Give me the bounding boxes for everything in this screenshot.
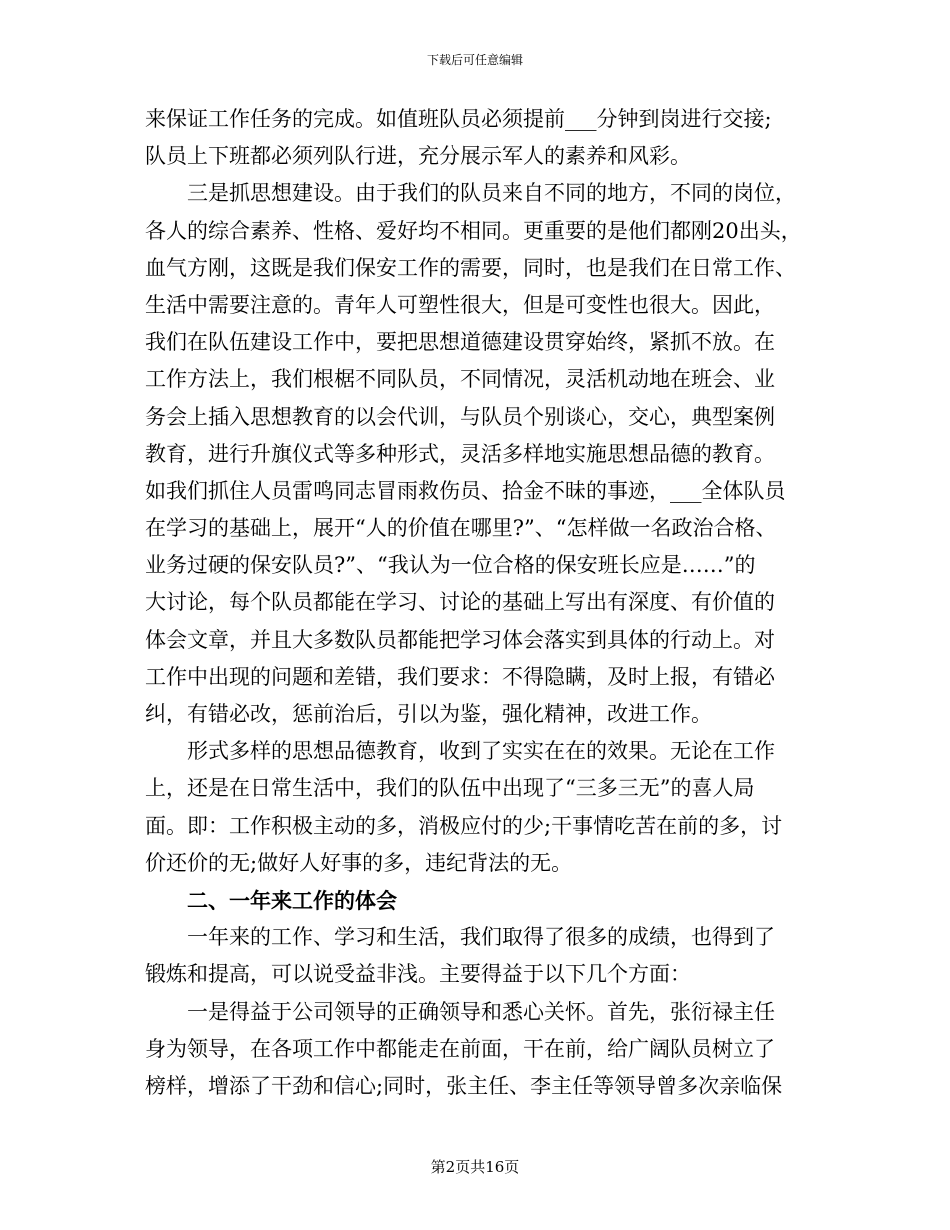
text-line: 三是抓思想建设。由于我们的队员来自不同的地方，不同的岗位， [187,181,796,206]
text-line: 我们在队伍建设工作中，要把思想道德建设贯穿始终，紧抓不放。在 [145,330,775,355]
text-line: 大讨论，每个队员都能在学习、讨论的基础上写出有深度、有价值的 [145,590,775,615]
text-line: 身为领导，在各项工作中都能走在前面，干在前，给广阔队员树立了 [145,1036,775,1061]
text-line: 榜样，增添了干劲和信心;同时，张主任、李主任等领导曾多次亲临保 [145,1073,783,1098]
text-line: 教育，进行升旗仪式等多种形式，灵活多样地实施思想品德的教育。 [145,441,775,466]
text-line: 一年来的工作、学习和生活，我们取得了很多的成绩，也得到了 [187,925,775,950]
text-line: 形式多样的思想品德教育，收到了实实在在的效果。无论在工作 [187,739,775,764]
text-line: 价还价的无;做好人好事的多，违纪背法的无。 [145,850,573,875]
text-line: 各人的综合素养、性格、爱好均不相同。更重要的是他们都刚20出头， [145,218,802,243]
text-line: 一是得益于公司领导的正确领导和悉心关怀。首先，张衍禄主任 [187,999,775,1024]
document-body [145,101,845,1105]
page-footer: 第2页共16页 [430,1158,520,1176]
page-header: 下载后可任意编辑 [426,53,523,67]
text-line: 锻炼和提高，可以说受益非浅。主要得益于以下几个方面： [145,962,691,987]
text-line: 务会上插入思想教育的以会代训，与队员个别谈心，交心，典型案例 [145,404,775,429]
text-line: 工作中出现的问题和差错，我们要求：不得隐瞒，及时上报，有错必 [145,664,775,689]
text-line: 纠，有错必改，惩前治后，引以为鉴，强化精神，改进工作。 [145,702,712,726]
text-line: 在学习的基础上，展开“人的价值在哪里?”、“怎样做一名政治合格、 [145,516,777,541]
text-line: 面。即：工作积极主动的多，消极应付的少;干事情吃苦在前的多，讨 [145,813,783,838]
text-line: 血气方刚，这既是我们保安工作的需要，同时，也是我们在日常工作、 [145,255,796,280]
text-line: 队员上下班都必须列队行进，充分展示军人的素养和风彩。 [145,144,691,169]
text-line: 业务过硬的保安队员?”、“我认为一位合格的保安班长应是……”的 [145,553,756,578]
text-line: 上，还是在日常生活中，我们的队伍中出现了“三多三无”的喜人局 [145,776,755,801]
text-line: 如我们抓住人员雷鸣同志冒雨救伤员、拾金不昧的事迹，___全体队员 [145,478,786,503]
text-line: 工作方法上，我们根椐不同队员，不同情况，灵活机动地在班会、业 [145,367,775,392]
text-line: 生活中需要注意的。青年人可塑性很大，但是可变性也很大。因此， [145,292,775,317]
text-line: 体会文章，并且大多数队员都能把学习体会落实到具体的行动上。对 [145,627,775,652]
section-heading: 二、一年来工作的体会 [187,887,397,913]
text-line: 来保证工作任务的完成。如值班队员必须提前___分钟到岗进行交接; [145,107,772,131]
